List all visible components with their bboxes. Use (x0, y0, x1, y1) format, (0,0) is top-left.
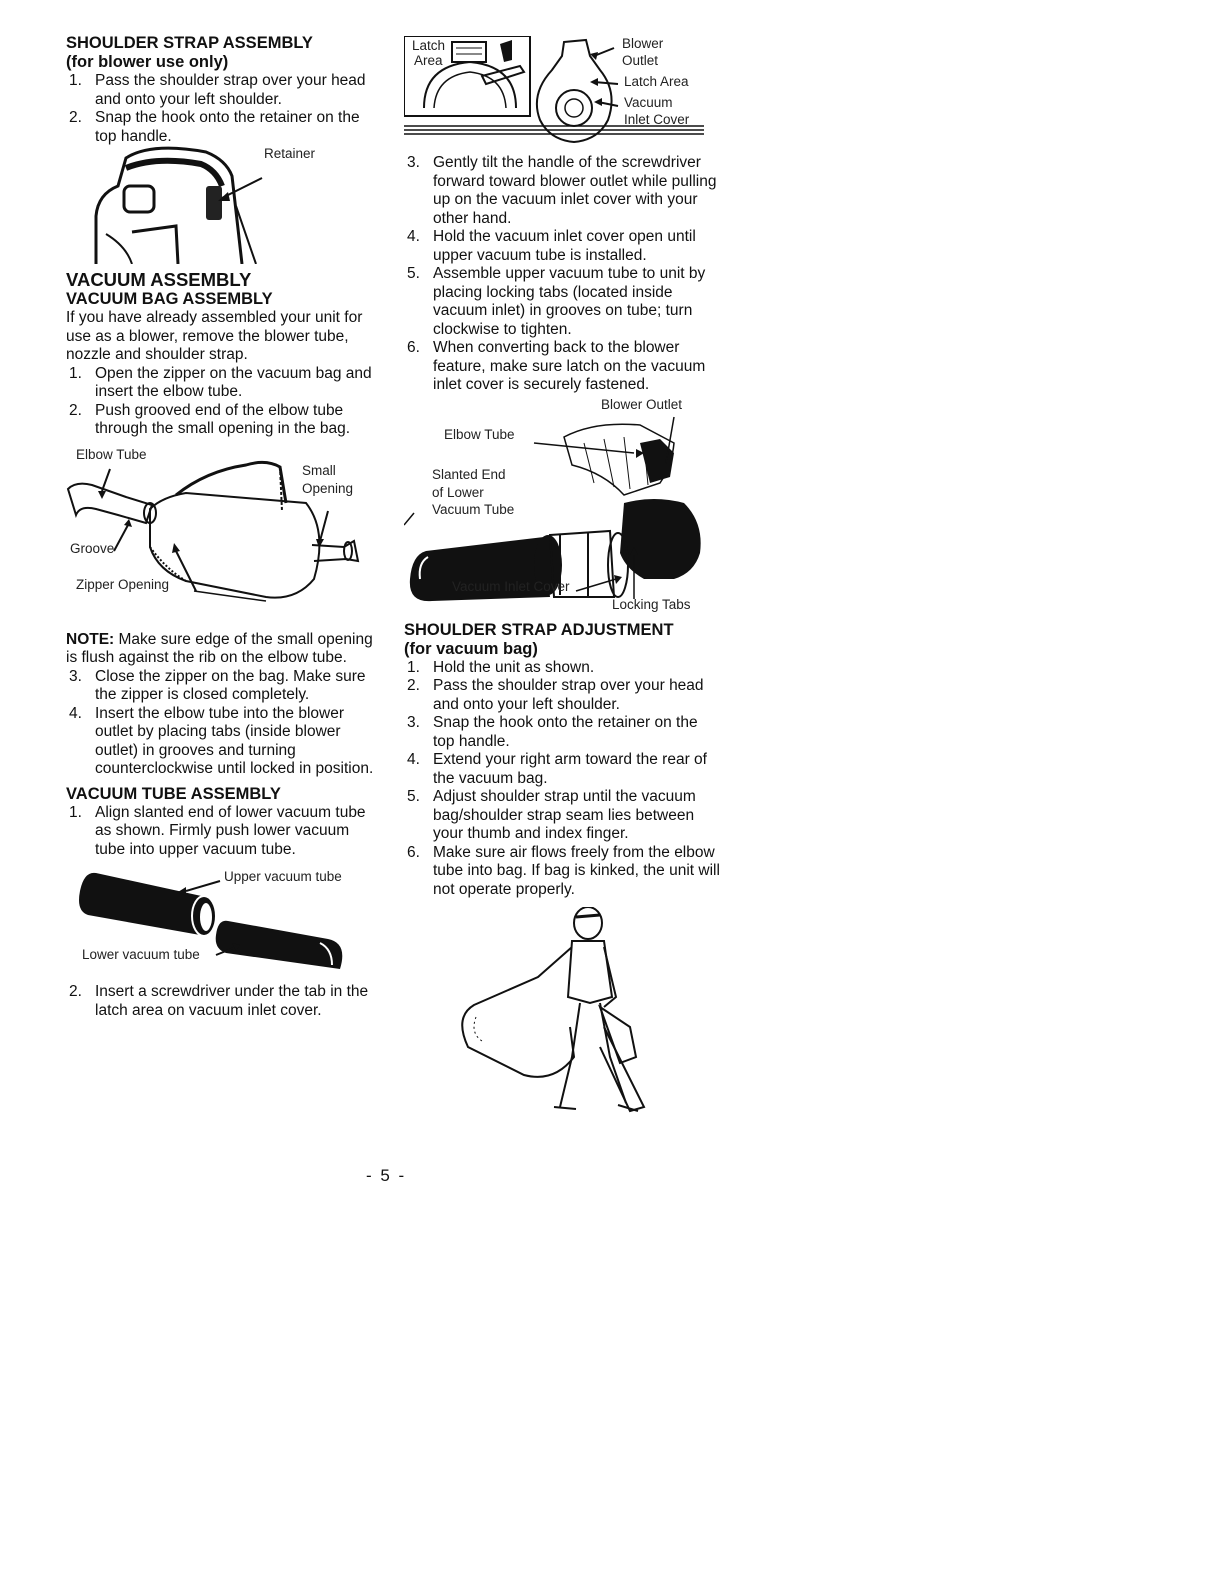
retainer-label: Retainer (264, 146, 316, 161)
vacuum-intro: If you have already assembled your unit for use as a blower, remove the blower tube, nozzle and shoulder strap. (66, 309, 363, 363)
step-item (404, 228, 720, 265)
outlet-label: Outlet (622, 53, 659, 68)
retainer-figure (66, 146, 380, 264)
step-item (66, 668, 380, 705)
note-text: Make sure edge of the small opening is flush against the rib on the elbow tube. (66, 630, 373, 666)
step-item (404, 788, 720, 844)
of-lower-label: of Lower (432, 484, 484, 500)
vacuum-bag-steps-b (66, 668, 380, 779)
inlet-cover-label: Inlet Cover (624, 112, 690, 127)
step-number: 3. (407, 714, 420, 731)
step-number: 1. (407, 658, 420, 676)
vacuum-bag-figure (66, 446, 380, 623)
step-item (404, 339, 720, 395)
vacuum-tube-steps-b (66, 983, 380, 1020)
operator-figure (404, 907, 720, 1117)
step-text: Snap the hook onto the retainer on the top handle. (433, 714, 698, 750)
step-item (66, 402, 380, 439)
strap-adjustment-title: SHOULDER STRAP ADJUSTMENT (404, 620, 674, 639)
vacuum-tube-assembly-title: VACUUM TUBE ASSEMBLY (66, 784, 281, 803)
step-text: Push grooved end of the elbow tube through the small opening in the bag. (95, 401, 351, 437)
note-label: NOTE: (66, 630, 115, 648)
step-number: 1. (69, 364, 82, 382)
small-label: Small (302, 462, 336, 478)
step-text: When converting back to the blower feature, make sure latch on the vacuum inlet cover is securely fastened. (433, 339, 706, 393)
note-paragraph (66, 631, 380, 668)
step-item (404, 154, 720, 228)
page-number: - 5 - (366, 1166, 407, 1185)
vacuum-inlet-cover-label: Vacuum Inlet Cover (452, 578, 570, 594)
vacuum-assembly-title: VACUUM ASSEMBLY (66, 269, 252, 290)
step-text: Pass the shoulder strap over your head and onto your left shoulder. (95, 72, 366, 108)
step-number: 4. (407, 751, 420, 768)
zipper-opening-label: Zipper Opening (76, 576, 170, 592)
lower-vacuum-tube-label: Lower vacuum tube (82, 947, 200, 962)
shoulder-strap-blower-steps (66, 72, 380, 146)
step-number: 3. (69, 667, 82, 685)
vacuum-tube-label: Vacuum Tube (432, 501, 515, 517)
latch-label: Latch (412, 38, 446, 53)
step-item (404, 659, 720, 678)
step-number: 5. (407, 788, 420, 805)
shoulder-strap-blower-title: SHOULDER STRAP ASSEMBLY (66, 34, 313, 52)
step-item (404, 677, 720, 714)
step-item (66, 983, 380, 1020)
step-number: 2. (69, 401, 82, 419)
upper-vacuum-tube-label: Upper vacuum tube (224, 869, 342, 884)
latch-steps (404, 154, 720, 395)
right-column (404, 36, 720, 1117)
step-number: 2. (69, 983, 82, 1000)
step-text: Hold the unit as shown. (433, 658, 595, 676)
blower-outlet-figure (404, 396, 720, 619)
step-number: 2. (407, 677, 420, 694)
step-item (66, 365, 380, 402)
elbow-tube-right-label: Elbow Tube (444, 426, 515, 442)
elbow-tube-label: Elbow Tube (76, 446, 147, 462)
step-number: 2. (69, 109, 82, 126)
step-item (66, 109, 380, 146)
step-text: Make sure air flows freely from the elbow tube into bag. If bag is kinked, the unit will not operate properly. (433, 843, 720, 898)
operator-illustration (404, 907, 720, 1117)
strap-adjustment-subtitle: (for vacuum bag) (404, 639, 538, 658)
step-item (66, 804, 380, 860)
vacuum-bag-assembly-title: VACUUM BAG ASSEMBLY (66, 290, 273, 308)
step-number: 3. (407, 154, 420, 171)
blower-outlet-label: Blower Outlet (601, 396, 683, 412)
step-item (66, 705, 380, 779)
left-column (66, 34, 380, 1020)
step-item (404, 714, 720, 751)
step-number: 1. (69, 72, 82, 89)
opening-label: Opening (302, 480, 354, 496)
step-text: Close the zipper on the bag. Make sure the zipper is closed completely. (95, 667, 366, 703)
step-number: 5. (407, 265, 420, 282)
step-number: 4. (69, 704, 82, 722)
step-text: Snap the hook onto the retainer on the top handle. (95, 109, 360, 145)
blower-label: Blower (622, 36, 664, 51)
step-text: Gently tilt the handle of the screwdriver forward toward blower outlet while pulling up on the vacuum inlet cover with your other hand. (433, 154, 717, 227)
step-number: 6. (407, 339, 420, 356)
area-label: Area (414, 53, 443, 68)
groove-label: Groove (70, 540, 115, 556)
retainer-illustration (66, 146, 380, 264)
step-item (66, 72, 380, 109)
step-text: Extend your right arm toward the rear of the vacuum bag. (433, 751, 707, 787)
vacuum-tube-steps-a (66, 804, 380, 860)
latch-area-figure (404, 36, 720, 150)
strap-adjustment-steps (404, 659, 720, 900)
slanted-end-label: Slanted End (432, 466, 506, 482)
step-text: Pass the shoulder strap over your head and onto your left shoulder. (433, 677, 704, 713)
step-text: Insert a screwdriver under the tab in the latch area on vacuum inlet cover. (95, 983, 369, 1019)
step-item (404, 844, 720, 900)
step-text: Adjust shoulder strap until the vacuum bag/shoulder strap seam lies between your thumb and index finger. (433, 788, 696, 842)
latch-area-illustration (404, 36, 720, 150)
step-text: Insert the elbow tube into the blower outlet by placing tabs (inside blower outlet) in grooves and turning counterclockwise until locked in position. (95, 704, 374, 777)
shoulder-strap-blower-subtitle: (for blower use only) (66, 53, 229, 71)
vacuum-bag-steps-a (66, 365, 380, 439)
step-number: 1. (69, 803, 82, 821)
step-item (404, 265, 720, 339)
step-text: Align slanted end of lower vacuum tube as shown. Firmly push lower vacuum tube into upper vacuum tube. (95, 803, 366, 858)
step-text: Open the zipper on the vacuum bag and insert the elbow tube. (95, 364, 372, 400)
vacuum-tubes-figure (66, 869, 380, 975)
step-text: Assemble upper vacuum tube to unit by placing locking tabs (located inside vacuum inlet) in grooves on tube; turn clockwise to tighten. (433, 265, 706, 338)
locking-tabs-label: Locking Tabs (612, 596, 691, 612)
latch-area-label: Latch Area (624, 74, 689, 89)
step-number: 6. (407, 843, 420, 861)
step-item (404, 751, 720, 788)
step-number: 4. (407, 228, 420, 245)
step-text: Hold the vacuum inlet cover open until upper vacuum tube is installed. (433, 228, 696, 264)
vacuum-label: Vacuum (624, 95, 673, 110)
